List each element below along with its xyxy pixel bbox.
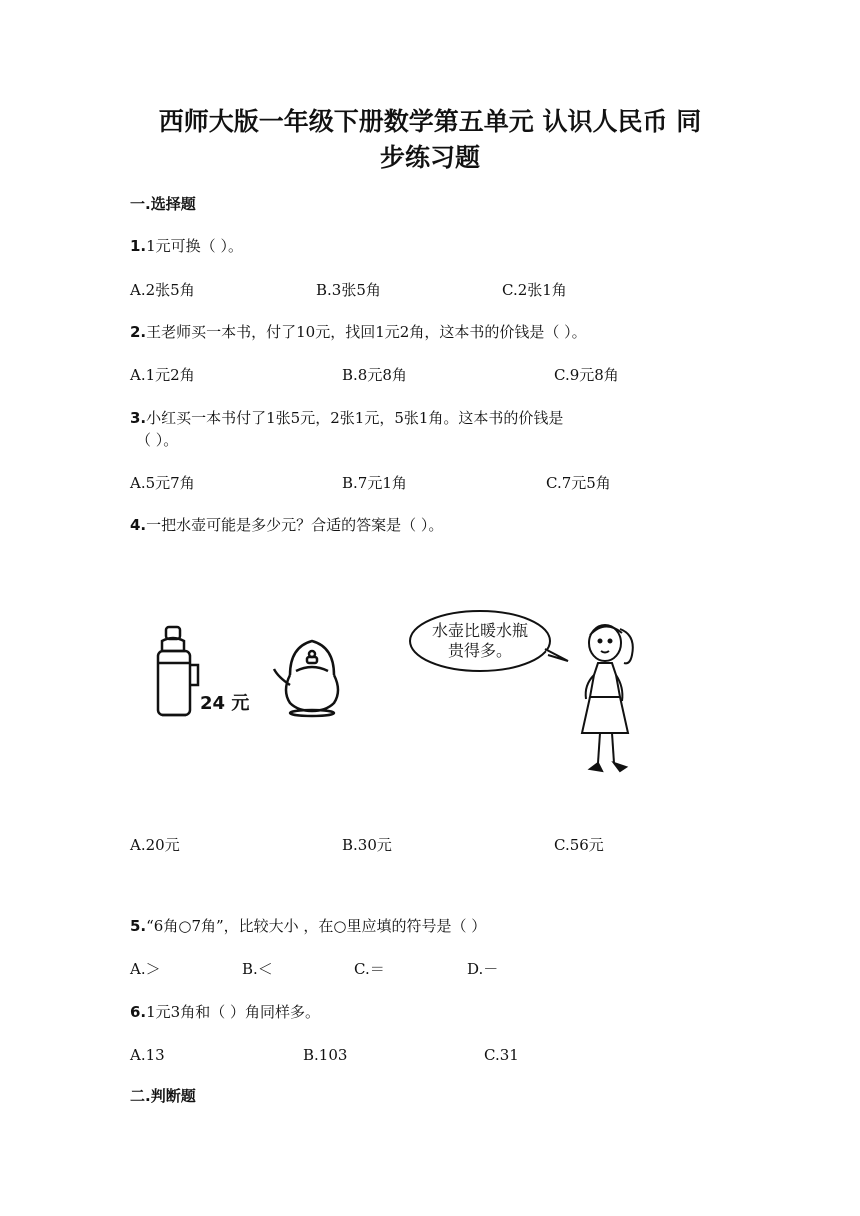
question-text: 小红买一本书付了1张5元，2张1元，5张1角。这本书的价钱是 — [146, 409, 564, 427]
question-5 — [130, 915, 486, 937]
question-number: 6. — [130, 1003, 147, 1021]
q4-option-c: C.56元 — [554, 836, 604, 854]
question-4 — [130, 514, 443, 536]
question-2 — [130, 321, 587, 343]
q6-option-c: C.31 — [484, 1046, 519, 1064]
question-3-continued: （ ）。 — [136, 431, 179, 449]
question-number: 4. — [130, 516, 147, 534]
q1-option-c: C.2张1角 — [502, 281, 567, 299]
q1-option-b: B.3张5角 — [316, 281, 381, 299]
question-text: 一把水壶可能是多少元？合适的答案是（ ）。 — [146, 516, 444, 534]
q2-option-c: C.9元8角 — [554, 366, 619, 384]
q4-illustration — [150, 605, 660, 790]
q1-option-a: A.2张5角 — [130, 281, 195, 299]
q2-option-a: A.1元2角 — [130, 366, 195, 384]
question-number: 5. — [130, 917, 147, 935]
section-heading-judgement: 二.判断题 — [130, 1087, 196, 1105]
q5-option-c: C.＝ — [354, 960, 385, 978]
question-1 — [130, 235, 243, 257]
section-heading-choice: 一.选择题 — [130, 195, 196, 213]
question-text: “6角○7角”，比较大小 ，在○里应填的符号是（ ） — [146, 917, 487, 935]
q5-option-d: D.－ — [467, 960, 499, 978]
question-text: 1元可换（ ）。 — [146, 237, 243, 255]
q6-option-a: A.13 — [130, 1046, 165, 1064]
q3-option-b: B.7元1角 — [342, 474, 407, 492]
q6-option-b: B.103 — [303, 1046, 348, 1064]
question-text: 1元3角和（ ）角同样多。 — [146, 1003, 320, 1021]
q4-option-a: A.20元 — [130, 836, 180, 854]
page-title-line2: 步练习题 — [379, 143, 480, 172]
question-number: 1. — [130, 237, 147, 255]
question-text: 王老师买一本书，付了10元，找回1元2角，这本书的价钱是（ ）。 — [146, 323, 587, 341]
speech-bubble — [410, 611, 568, 671]
question-number: 2. — [130, 323, 147, 341]
q4-option-b: B.30元 — [342, 836, 392, 854]
speech-text-line2: 贵得多。 — [447, 641, 513, 660]
girl-icon — [582, 625, 633, 771]
thermos-price-label: 24 元 — [200, 693, 250, 714]
kettle-icon — [274, 641, 338, 716]
q5-option-b: B.＜ — [242, 960, 273, 978]
q2-option-b: B.8元8角 — [342, 366, 407, 384]
question-6 — [130, 1001, 320, 1023]
speech-text-line1: 水壶比暖水瓶 — [431, 621, 529, 640]
q3-option-a: A.5元7角 — [130, 474, 195, 492]
thermos-icon — [158, 627, 198, 715]
question-number: 3. — [130, 409, 147, 427]
question-3 — [130, 407, 563, 429]
q3-option-c: C.7元5角 — [546, 474, 611, 492]
page-title-line1: 西师大版一年级下册数学第五单元 认识人民币 同 — [158, 107, 702, 136]
q5-option-a: A.＞ — [130, 960, 161, 978]
